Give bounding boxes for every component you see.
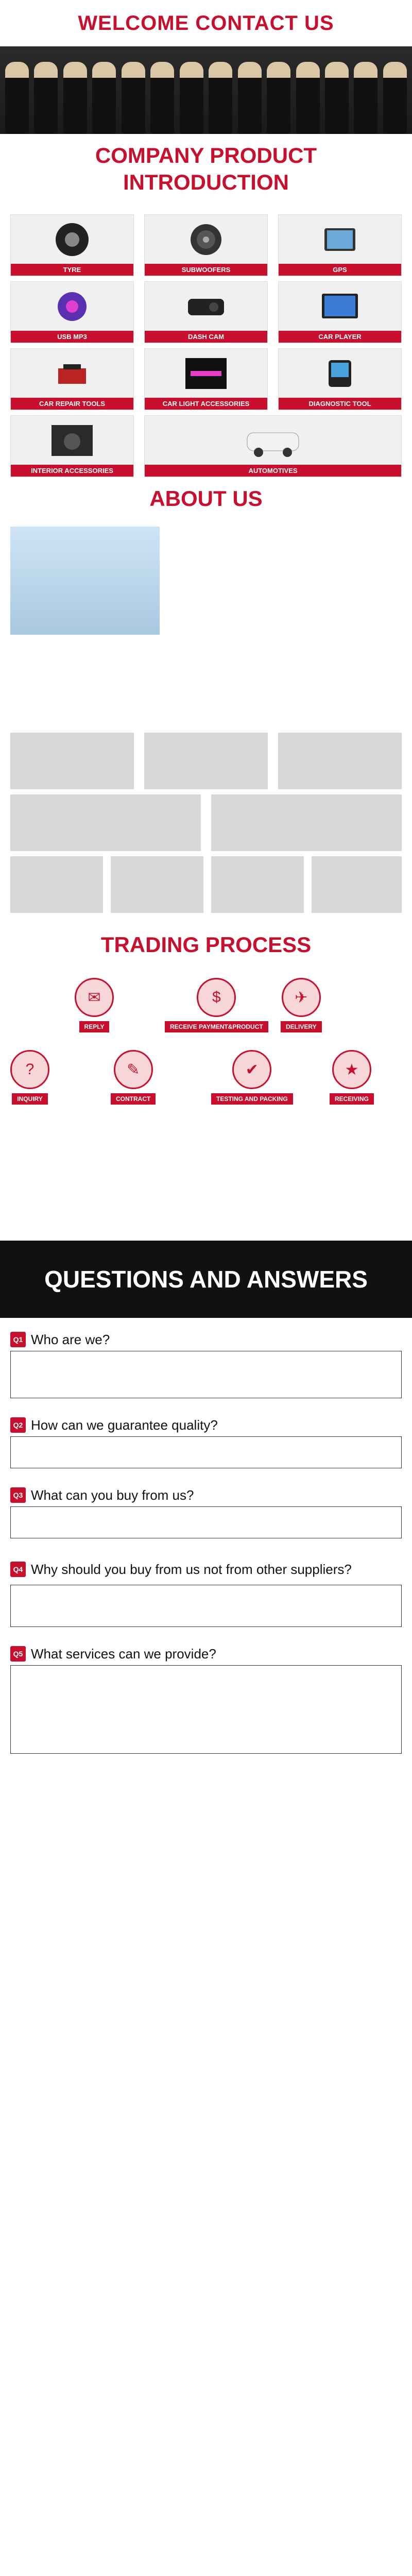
product-photo <box>312 856 402 913</box>
delivery-icon: ✈ <box>282 978 321 1017</box>
question-badge: Q2 <box>10 1417 26 1433</box>
interior-icon <box>11 416 133 465</box>
question-text: How can we guarantee quality? <box>31 1417 218 1433</box>
team-photo <box>144 733 268 789</box>
step-label: REPLY <box>79 1021 110 1032</box>
reply-icon: ✉ <box>75 978 114 1017</box>
product-intro-heading <box>0 134 412 209</box>
category-card-tyre[interactable] <box>10 214 134 276</box>
answer-box <box>10 1351 402 1398</box>
question-row <box>0 1484 412 1506</box>
product-photo <box>211 856 304 913</box>
product-title-line2: INTRODUCTION <box>123 170 289 194</box>
category-label: CAR LIGHT ACCESSORIES <box>145 398 267 410</box>
step-label: CONTRACT <box>111 1093 156 1105</box>
payment-icon: $ <box>197 978 236 1017</box>
welcome-banner <box>0 0 412 46</box>
step-label: INQUIRY <box>12 1093 48 1105</box>
office-photo <box>10 794 201 851</box>
warehouse-photo <box>211 794 402 851</box>
inquiry-icon: ? <box>10 1050 49 1089</box>
subwoofer-icon <box>145 215 267 264</box>
category-label: TYRE <box>11 264 133 276</box>
answer-box <box>10 1585 402 1627</box>
usb-icon <box>11 282 133 331</box>
about-section <box>0 527 412 650</box>
dashcam-icon <box>145 282 267 331</box>
product-photo <box>10 856 103 913</box>
category-label: DASH CAM <box>145 331 267 343</box>
process-title: TRADING PROCESS <box>100 933 312 957</box>
about-heading <box>0 477 412 527</box>
company-building-photo <box>10 527 160 635</box>
category-label: USB MP3 <box>11 331 133 343</box>
answer-box <box>10 1506 402 1538</box>
receiving-icon: ★ <box>332 1050 371 1089</box>
category-label: CAR PLAYER <box>279 331 401 343</box>
category-card-dash-cam[interactable] <box>144 281 268 343</box>
qa-heading <box>0 1241 412 1318</box>
answer-box <box>10 1436 402 1468</box>
testing-icon: ✔ <box>232 1050 271 1089</box>
process-step <box>330 1050 374 1105</box>
product-title-line1: COMPANY PRODUCT <box>95 143 317 167</box>
category-card-car-repair-tools[interactable] <box>10 348 134 410</box>
category-card-subwoofers[interactable] <box>144 214 268 276</box>
category-label: AUTOMOTIVES <box>145 465 401 477</box>
office-photo <box>10 733 134 789</box>
category-card-automotives[interactable] <box>144 415 402 477</box>
question-row <box>0 1414 412 1436</box>
about-title: ABOUT US <box>149 486 263 511</box>
question-row <box>0 1642 412 1665</box>
category-card-gps[interactable] <box>278 214 402 276</box>
question-badge: Q1 <box>10 1332 26 1347</box>
product-category-grid <box>0 209 412 477</box>
process-step <box>75 978 114 1032</box>
answer-box <box>10 1665 402 1754</box>
contract-icon: ✎ <box>114 1050 153 1089</box>
step-label: TESTING AND PACKING <box>211 1093 293 1105</box>
car-player-icon <box>279 282 401 331</box>
category-card-diagnostic-tool[interactable] <box>278 348 402 410</box>
repair-tools-icon <box>11 349 133 398</box>
category-card-car-player[interactable] <box>278 281 402 343</box>
about-intro <box>0 650 412 733</box>
process-heading <box>0 923 412 973</box>
category-label: SUBWOOFERS <box>145 264 267 276</box>
category-card-car-light-accessories[interactable] <box>144 348 268 410</box>
question-row <box>0 1554 412 1585</box>
process-step <box>211 1050 293 1105</box>
category-card-usb-mp3[interactable] <box>10 281 134 343</box>
car-icon <box>145 416 401 465</box>
category-label: INTERIOR ACCESSORIES <box>11 465 133 477</box>
company-photo-grid <box>0 733 412 923</box>
question-row <box>0 1328 412 1351</box>
category-label: DIAGNOSTIC TOOL <box>279 398 401 410</box>
question-text: Who are we? <box>31 1331 110 1347</box>
question-badge: Q5 <box>10 1646 26 1662</box>
warehouse-photo <box>278 733 402 789</box>
trading-process-diagram <box>0 973 412 1143</box>
qa-list <box>0 1318 412 2256</box>
welcome-title: WELCOME CONTACT US <box>78 11 334 35</box>
tyre-icon <box>11 215 133 264</box>
product-photo <box>111 856 203 913</box>
question-text: Why should you buy from us not from other suppliers? <box>31 1561 352 1577</box>
team-hero-image <box>0 46 412 134</box>
diagnostic-tool-icon <box>279 349 401 398</box>
process-step <box>10 1050 49 1105</box>
category-card-interior-accessories[interactable] <box>10 415 134 477</box>
question-text: What services can we provide? <box>31 1646 216 1662</box>
process-step <box>111 1050 156 1105</box>
category-label: GPS <box>279 264 401 276</box>
question-text: What can you buy from us? <box>31 1487 194 1503</box>
process-step <box>281 978 322 1032</box>
step-label: RECEIVING <box>330 1093 374 1105</box>
step-label: RECEIVE PAYMENT&PRODUCT <box>165 1021 268 1032</box>
category-label: CAR REPAIR TOOLS <box>11 398 133 410</box>
qa-title: QUESTIONS AND ANSWERS <box>44 1266 368 1293</box>
process-step <box>165 978 268 1032</box>
gps-icon <box>279 215 401 264</box>
question-badge: Q4 <box>10 1562 26 1577</box>
car-light-icon <box>145 349 267 398</box>
process-notes <box>0 1143 412 1241</box>
question-badge: Q3 <box>10 1487 26 1503</box>
step-label: DELIVERY <box>281 1021 322 1032</box>
